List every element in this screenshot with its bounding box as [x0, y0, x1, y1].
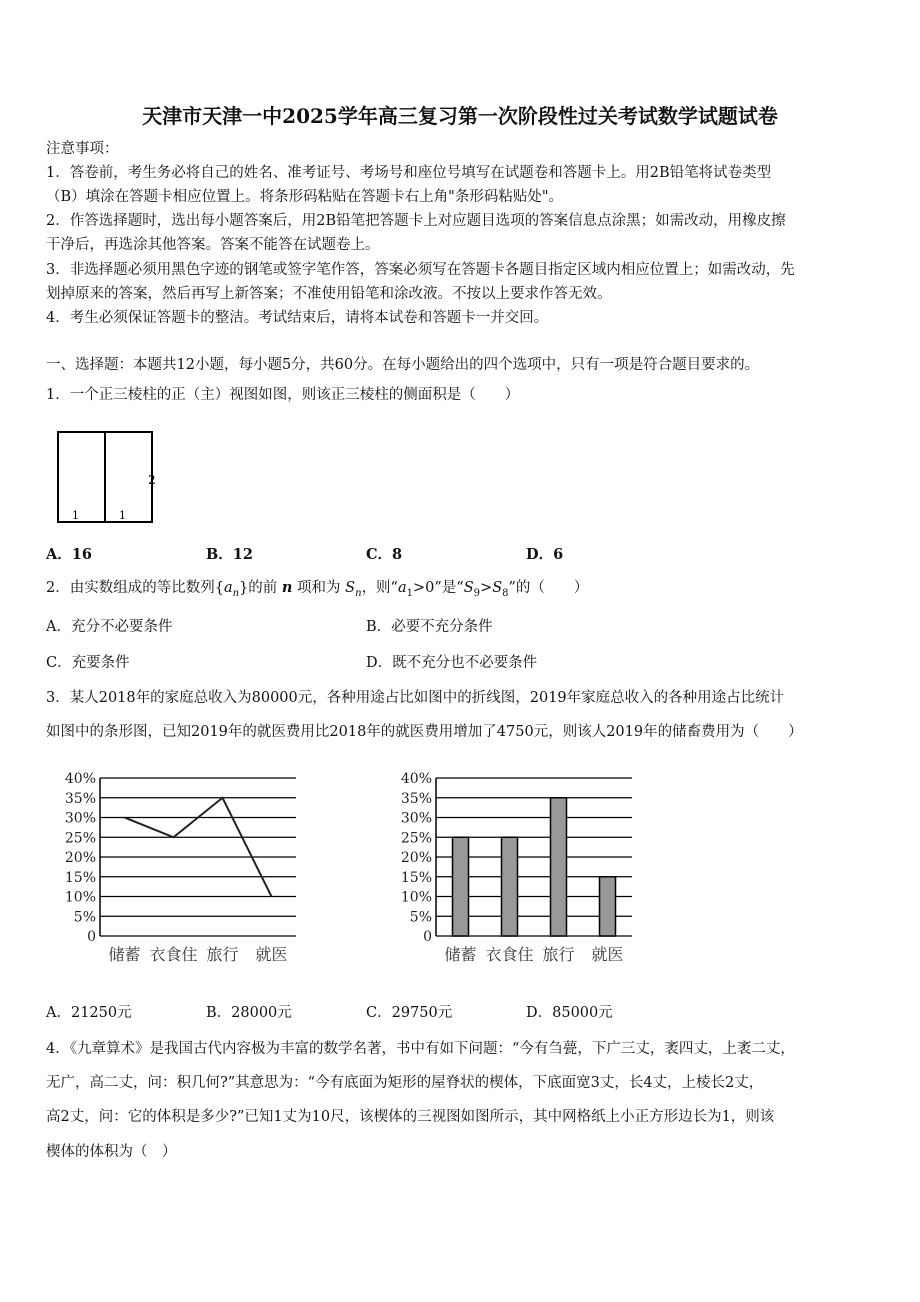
q2-option-c[interactable]: C．充要条件 [46, 655, 130, 671]
q4-stem-line: 4．《九章算术》是我国古代内容极为丰富的数学名著，书中有如下问题：“今有刍甍，下广三丈，袤四丈，上袤二丈， [46, 1041, 795, 1057]
y-tick-label: 15% [64, 869, 96, 886]
y-tick-label: 0 [87, 929, 96, 945]
q4-stem-line: 高2丈，问：它的体积是多少?”已知1丈为10尺，该楔体的三视图如图所示，其中网格纸上小正方形边长为1，则该 [46, 1109, 775, 1125]
y-tick-label: 5% [73, 909, 96, 926]
y-tick-label: 30% [64, 810, 96, 827]
notice-heading: 注意事项： [46, 141, 119, 157]
q2-text: > [480, 580, 493, 596]
x-tick-label: 储蓄 [444, 945, 477, 964]
q2-var: S [463, 580, 474, 596]
data-line [125, 798, 272, 897]
x-tick-label: 就医 [255, 945, 288, 964]
q2-sub: 1 [406, 587, 414, 599]
figure-left-width-label: 1 [72, 509, 79, 522]
y-tick-label: 25% [64, 830, 96, 847]
y-tick-label: 5% [409, 909, 432, 926]
q2-text: }的前 [239, 580, 282, 596]
x-tick-label: 衣食住 [485, 945, 534, 964]
q3-option-b[interactable]: B．28000元 [206, 1005, 292, 1021]
y-tick-label: 35% [400, 790, 432, 807]
q2-sub: n [355, 587, 362, 599]
data-bar [502, 837, 518, 936]
notice-line: 2．作答选择题时，选出每小题答案后，用2B铅笔把答题卡上对应题目选项的答案信息点涂黑；如需改动，用橡皮擦 [46, 213, 786, 229]
y-tick-label: 20% [64, 850, 96, 866]
q3-stem-line1: 3．某人2018年的家庭总收入为80000元，各种用途占比如图中的折线图，2019年家庭总收入的各种用途占比统计 [46, 690, 785, 706]
q2-var: S [345, 580, 356, 596]
q2-sub: 9 [473, 587, 481, 599]
notice-line: 划掉原来的答案，然后再写上新答案；不准使用铅笔和涂改液。不按以上要求作答无效。 [46, 286, 612, 302]
q3-stem-line2: 如图中的条形图，已知2019年的就医费用比2018年的就医费用增加了4750元，则该人2019年的储畜费用为（ ） [46, 724, 803, 740]
q4-stem-line: 楔体的体积为（ ） [46, 1144, 177, 1160]
y-tick-label: 25% [400, 830, 432, 847]
y-tick-label: 20% [400, 850, 432, 866]
q2-sub: n [232, 587, 240, 599]
q2-var: a [397, 580, 407, 596]
y-tick-label: 15% [400, 869, 432, 886]
page-title: 天津市天津一中2025学年高三复习第一次阶段性过关考试数学试题试卷 [142, 104, 778, 128]
q1-option-a[interactable]: A．16 [46, 546, 92, 563]
q2-sub: 8 [502, 587, 509, 599]
q2-text: >0”是“ [413, 580, 464, 596]
q3-option-d[interactable]: D．85000元 [526, 1005, 613, 1021]
q3-option-c[interactable]: C．29750元 [366, 1005, 453, 1021]
q3-option-a[interactable]: A．21250元 [46, 1005, 132, 1021]
y-tick-label: 40% [64, 771, 96, 787]
figure-height-label: 2 [148, 473, 156, 487]
data-bar [600, 877, 616, 936]
q2-option-d[interactable]: D．既不充分也不必要条件 [366, 655, 538, 671]
notice-line: 4．考生必须保证答题卡的整洁。考试结束后，请将本试卷和答题卡一并交回。 [46, 310, 549, 326]
q1-stem: 1．一个正三棱柱的正（主）视图如图，则该正三棱柱的侧面积是（ ） [46, 387, 520, 403]
q2-text: 项和为 [292, 580, 346, 596]
q3-line-chart [56, 766, 306, 968]
q2-text: ，则“ [361, 580, 398, 596]
x-tick-label: 储蓄 [108, 945, 141, 964]
y-tick-label: 10% [64, 889, 96, 906]
x-tick-label: 旅行 [542, 945, 575, 964]
data-bar [551, 798, 567, 936]
y-tick-label: 10% [400, 889, 432, 906]
x-tick-label: 衣食住 [149, 945, 198, 964]
x-tick-label: 就医 [591, 945, 624, 964]
data-bar [453, 837, 469, 936]
section-heading: 一、选择题：本题共12小题，每小题5分，共60分。在每小题给出的四个选项中，只有一项是符合题目要求的。 [46, 357, 760, 373]
y-tick-label: 0 [423, 929, 432, 945]
q1-option-b[interactable]: B．12 [206, 546, 253, 563]
q2-option-b[interactable]: B．必要不充分条件 [366, 619, 493, 635]
q4-stem-line: 无广，高二丈，问：积几何?”其意思为：“今有底面为矩形的屋脊状的楔体，下底面宽3丈，长4丈，上棱长2丈， [46, 1075, 764, 1091]
q2-var: a [223, 580, 233, 596]
notice-line: 1．答卷前，考生务必将自己的姓名、准考证号、考场号和座位号填写在试题卷和答题卡上。用2B铅笔将试卷类型 [46, 165, 772, 181]
q2-option-a[interactable]: A．充分不必要条件 [46, 619, 173, 635]
q2-var: n [281, 579, 293, 596]
y-tick-label: 35% [64, 790, 96, 807]
q3-bar-chart [392, 766, 642, 968]
figure-right-width-label: 1 [119, 509, 126, 522]
q2-stem [46, 578, 588, 604]
notice-line: 干净后，再选涂其他答案。答案不能答在试题卷上。 [46, 237, 380, 253]
q1-option-d[interactable]: D．6 [526, 546, 564, 563]
q1-option-c[interactable]: C．8 [366, 546, 403, 563]
q2-text: ”的（ ） [508, 580, 589, 596]
notice-line: （B）填涂在答题卡相应位置上。将条形码粘贴在答题卡右上角"条形码粘贴处"。 [46, 189, 563, 205]
q2-text: 2．由实数组成的等比数列{ [46, 580, 224, 596]
q2-var: S [492, 580, 503, 596]
y-tick-label: 40% [400, 771, 432, 787]
q1-front-view-figure [44, 422, 174, 530]
x-tick-label: 旅行 [206, 945, 239, 964]
y-tick-label: 30% [400, 810, 432, 827]
notice-line: 3．非选择题必须用黑色字迹的钢笔或签字笔作答，答案必须写在答题卡各题目指定区域内相应位置上；如需改动，先 [46, 262, 795, 278]
